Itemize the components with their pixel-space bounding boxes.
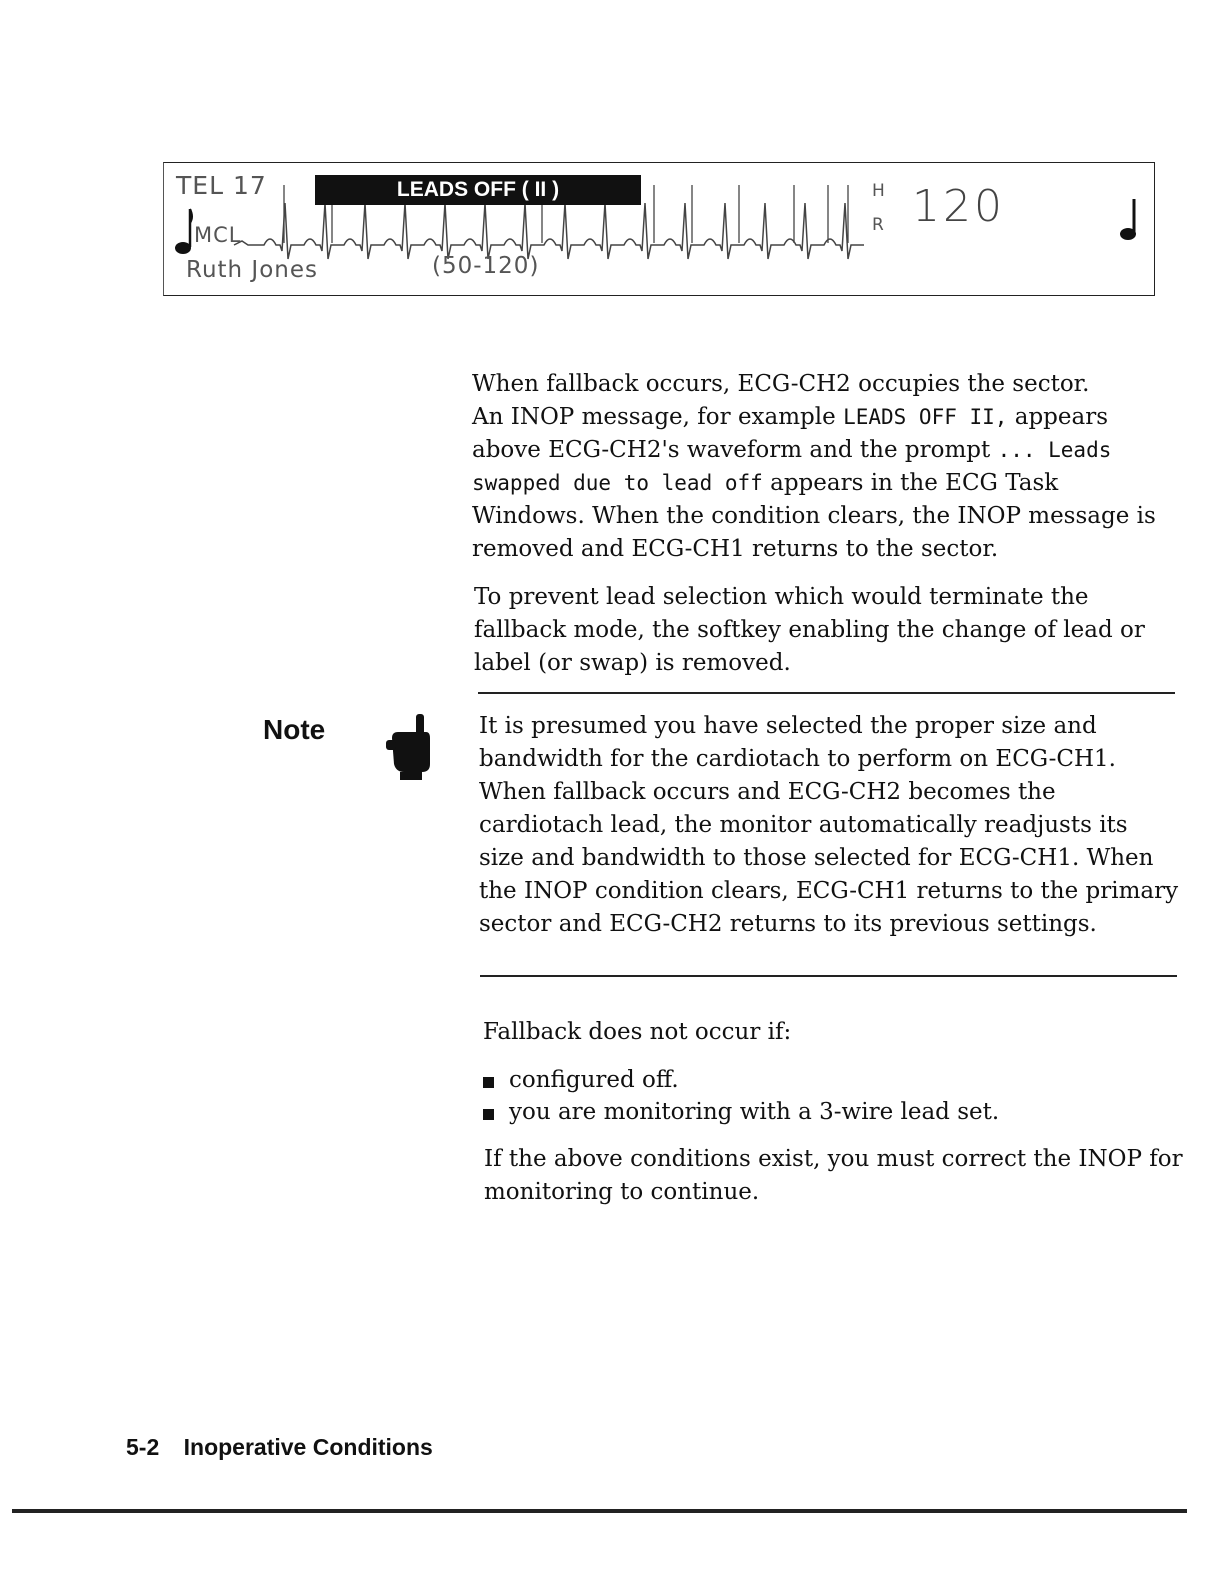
bed-label: TEL 17: [176, 171, 267, 200]
intro-text-a: An INOP message, for example: [472, 404, 836, 430]
fallback-outro: If the above conditions exist, you must correct the INOP for monitoring to continue.: [484, 1146, 1183, 1205]
lead-label: MCL: [194, 223, 242, 247]
intro-text-c: appears in the ECG Task Windows. When the condition clears, the INOP message is removed and ECG-CH1 returns to the sector.: [472, 470, 1156, 562]
page-number: 5-2: [126, 1434, 160, 1460]
inop-code-example: LEADS OFF II,: [843, 405, 1008, 429]
bottom-rule: [12, 1509, 1187, 1513]
pointing-hand-icon: [386, 712, 434, 782]
fallback-intro: Fallback does not occur if:: [483, 1019, 792, 1045]
ecg-monitor-strip: [163, 162, 1155, 296]
patient-name: Ruth Jones: [186, 257, 318, 283]
intro-paragraph-1: [472, 368, 1172, 566]
alarm-limits: (50-120): [432, 253, 540, 279]
inop-banner: LEADS OFF ( II ): [315, 175, 641, 205]
intro-paragraph-2: To prevent lead selection which would terminate the fallback mode, the softkey enabling the change of lead or label (or swap) is removed.: [474, 584, 1145, 676]
hr-label-h: H: [872, 181, 885, 201]
section-title: Inoperative Conditions: [183, 1434, 433, 1460]
fallback-conditions-list: [481, 1064, 999, 1128]
intro-line-1: When fallback occurs, ECG-CH2 occupies the sector.: [472, 371, 1090, 397]
hr-label-r: R: [872, 215, 884, 235]
list-item: configured off.: [481, 1064, 999, 1096]
note-top-rule: [478, 692, 1175, 694]
note-label: Note: [263, 714, 326, 745]
ecg-trace: [234, 203, 864, 259]
heart-rate-value: 120: [912, 181, 1005, 232]
music-note-icon-left: [170, 205, 200, 265]
note-bottom-rule: [480, 975, 1177, 977]
music-note-icon: [1112, 195, 1142, 245]
intro-text-b: appears above ECG-CH2's waveform and the prompt: [472, 404, 1109, 463]
list-item: you are monitoring with a 3-wire lead set.: [481, 1096, 999, 1128]
note-text: It is presumed you have selected the proper size and bandwidth for the cardiotach to perform on ECG-CH1. When fallback occurs and ECG-CH2 becomes the cardiotach lead, the monitor automatically readjusts its size and bandwidth to those selected for ECG-CH1. When the INOP condition clears, ECG-CH1 returns to the primary sector and ECG-CH2 returns to its previous settings.: [479, 713, 1179, 937]
page-footer: [126, 1434, 433, 1461]
prompt-code-example: ... Leads swapped due to lead off: [472, 438, 1112, 495]
